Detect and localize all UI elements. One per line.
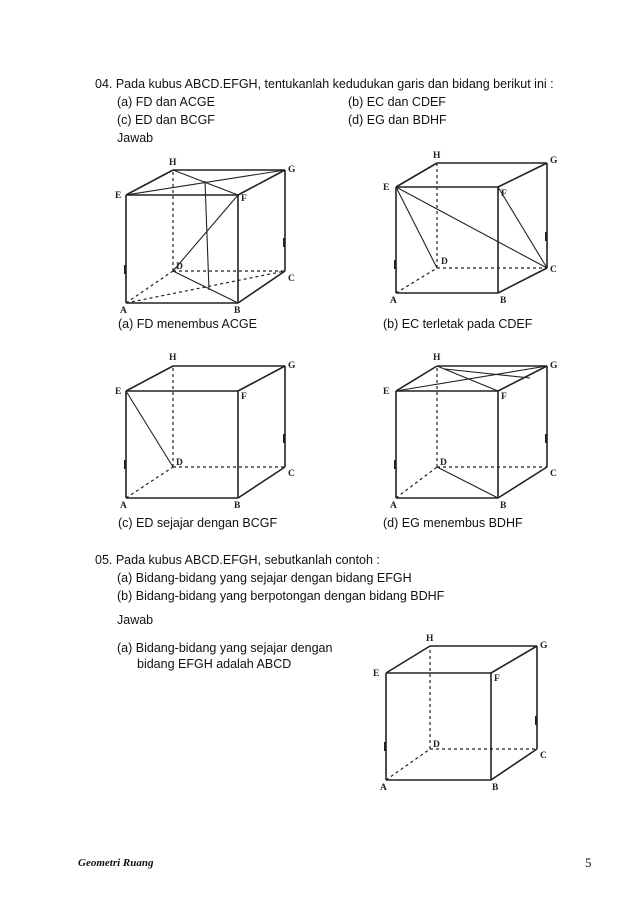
cube-figure-d — [380, 348, 590, 518]
vertex-label-d: D — [441, 257, 448, 267]
vertex-label-a: A — [390, 296, 397, 306]
q05-item-a: (a) Bidang-bidang yang sejajar dengan bidang EFGH — [117, 571, 412, 585]
q05-answer-a-line2: bidang EFGH adalah ABCD — [137, 657, 292, 671]
vertex-label-d: D — [176, 458, 183, 468]
vertex-label-d: D — [433, 740, 440, 750]
q04-question: 04. Pada kubus ABCD.EFGH, tentukanlah kedudukan garis dan bidang berikut ini : — [95, 77, 554, 91]
vertex-label-h: H — [433, 353, 441, 363]
vertex-label-h: H — [169, 353, 177, 363]
vertex-label-c: C — [540, 751, 547, 761]
cube-figure-q05 — [370, 630, 580, 800]
q04-item-d: (d) EG dan BDHF — [348, 113, 447, 127]
q05-item-b: (b) Bidang-bidang yang berpotongan dengan bidang BDHF — [117, 589, 445, 603]
vertex-label-c: C — [288, 274, 295, 284]
vertex-label-c: C — [550, 469, 557, 479]
footer-title: Geometri Ruang — [78, 857, 154, 869]
vertex-label-b: B — [234, 306, 241, 316]
cube-figure-c — [110, 348, 320, 518]
page-number: 5 — [585, 855, 592, 870]
q04-item-a: (a) FD dan ACGE — [117, 95, 215, 109]
vertex-label-b: B — [492, 783, 499, 793]
vertex-label-g: G — [288, 361, 296, 371]
vertex-label-e: E — [383, 183, 390, 193]
vertex-label-a: A — [120, 501, 127, 511]
vertex-label-e: E — [115, 191, 122, 201]
vertex-label-e: E — [373, 669, 380, 679]
q05-answer-label: Jawab — [117, 613, 154, 627]
vertex-label-f: F — [241, 392, 247, 402]
vertex-label-b: B — [500, 501, 507, 511]
vertex-label-f: F — [501, 392, 507, 402]
vertex-label-d: D — [176, 262, 183, 272]
answer-d-caption: (d) EG menembus BDHF — [383, 516, 523, 530]
vertex-label-e: E — [383, 387, 390, 397]
vertex-label-g: G — [550, 361, 558, 371]
cube-figure-b — [380, 150, 590, 320]
vertex-label-g: G — [550, 156, 558, 166]
q04-answer-label: Jawab — [117, 131, 154, 145]
vertex-label-e: E — [115, 387, 122, 397]
vertex-label-f: F — [494, 674, 500, 684]
cube-figure-a — [110, 150, 320, 320]
answer-b-caption: (b) EC terletak pada CDEF — [383, 317, 533, 331]
vertex-label-g: G — [540, 641, 548, 651]
q05-question: 05. Pada kubus ABCD.EFGH, sebutkanlah contoh : — [95, 553, 380, 567]
answer-a-caption: (a) FD menembus ACGE — [118, 317, 257, 331]
vertex-label-c: C — [550, 265, 557, 275]
answer-c-caption: (c) ED sejajar dengan BCGF — [118, 516, 278, 530]
vertex-label-h: H — [426, 634, 434, 644]
vertex-label-a: A — [120, 306, 127, 316]
vertex-label-f: F — [241, 194, 247, 204]
vertex-label-a: A — [390, 501, 397, 511]
vertex-label-b: B — [500, 296, 507, 306]
vertex-label-g: G — [288, 165, 296, 175]
vertex-label-f: F — [501, 189, 507, 199]
vertex-label-a: A — [380, 783, 387, 793]
vertex-label-c: C — [288, 469, 295, 479]
vertex-label-h: H — [433, 151, 441, 161]
q04-item-c: (c) ED dan BCGF — [117, 113, 215, 127]
q05-answer-a-line1: (a) Bidang-bidang yang sejajar dengan — [117, 641, 333, 655]
vertex-label-b: B — [234, 501, 241, 511]
q04-item-b: (b) EC dan CDEF — [348, 95, 446, 109]
vertex-label-d: D — [440, 458, 447, 468]
vertex-label-h: H — [169, 158, 177, 168]
